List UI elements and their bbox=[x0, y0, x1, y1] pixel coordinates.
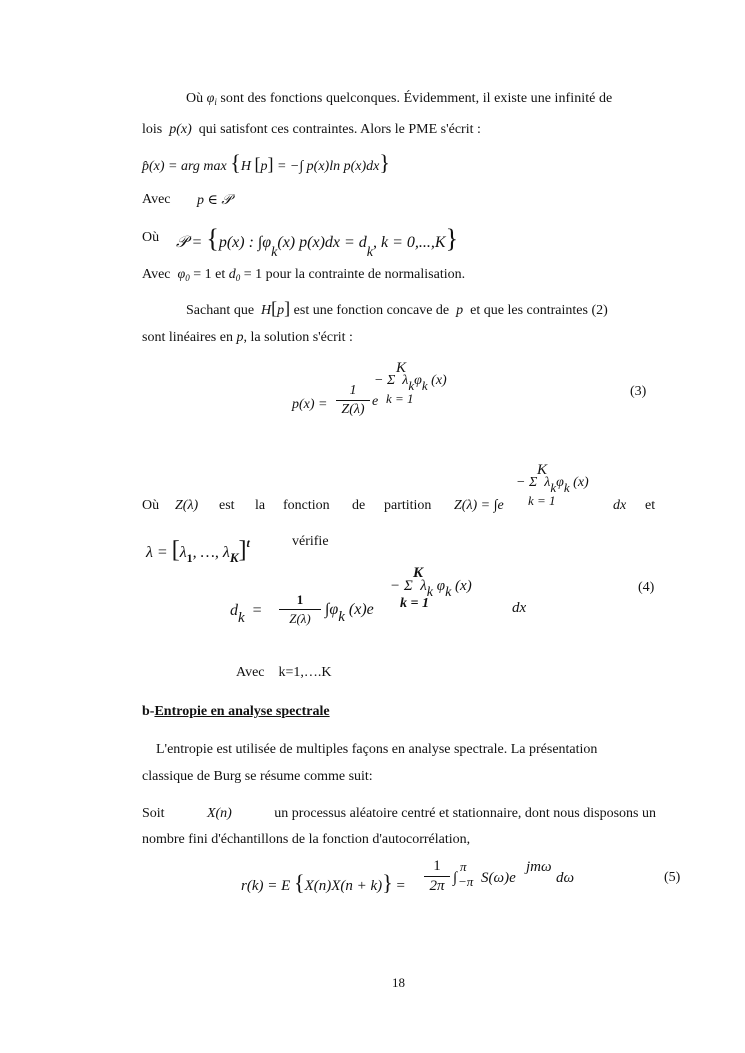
eq3-fraction bbox=[336, 383, 370, 418]
text-et: et bbox=[215, 267, 226, 282]
eq5-body: X(n)X(n + k) bbox=[304, 878, 383, 894]
text-contraintes: et que les contraintes (2) bbox=[470, 303, 608, 318]
phi0-rhs: = 1 bbox=[193, 267, 212, 282]
paragraph-line: L'entropie est utilisée de multiples façons en analyse spectrale. La présentation bbox=[156, 742, 598, 757]
subscript-k: k bbox=[550, 480, 557, 495]
section-heading bbox=[142, 704, 330, 720]
equals: = bbox=[396, 878, 405, 894]
eq3-lhs: p(x) = bbox=[292, 397, 328, 412]
section-prefix: b- bbox=[142, 704, 155, 719]
eq5-S: S(ω)e bbox=[481, 870, 516, 886]
denominator: Z(λ) bbox=[341, 402, 365, 417]
fraction-bar bbox=[336, 400, 370, 401]
P-def-mid: (x) p(x)dx = d bbox=[277, 234, 367, 251]
text-avec: Avec bbox=[142, 267, 171, 282]
dx: dx bbox=[613, 498, 627, 513]
paragraph-line bbox=[142, 122, 481, 138]
p-symbol: p bbox=[277, 303, 285, 318]
fraction-bar bbox=[279, 609, 321, 610]
text-fonctions: sont des fonctions quelconques. Évidemment, il existe une infinité de bbox=[220, 91, 613, 106]
text-avec: Avec bbox=[142, 192, 171, 207]
right-brace: } bbox=[445, 224, 459, 253]
text-lois: lois bbox=[142, 122, 163, 137]
text-satisfont: qui satisfont ces contraintes. Alors le PME s'écrit : bbox=[198, 122, 481, 137]
lambda-vector bbox=[146, 536, 250, 566]
right-brace: } bbox=[382, 870, 393, 895]
subscript-k: k bbox=[563, 480, 570, 495]
numerator: 1 bbox=[349, 383, 357, 398]
left-brace: { bbox=[294, 870, 305, 895]
p-in-P: p ∈ 𝒫 bbox=[197, 193, 232, 208]
text-est: est bbox=[219, 498, 235, 513]
phi: φ bbox=[414, 373, 422, 388]
lambda-mid: , …, λ bbox=[192, 544, 230, 561]
eq5-upper-limit: π bbox=[460, 859, 467, 874]
x-arg: (x) bbox=[431, 373, 447, 388]
lineaires-line bbox=[142, 330, 353, 346]
right-bracket: ] bbox=[267, 154, 274, 174]
text-partition: partition bbox=[384, 498, 432, 513]
P-definition bbox=[176, 224, 458, 261]
x-e: (x)e bbox=[348, 601, 374, 618]
d0-rhs: = 1 bbox=[243, 267, 263, 282]
numerator: 1 bbox=[433, 858, 441, 874]
text-soit: Soit bbox=[142, 806, 165, 821]
left-bracket: [ bbox=[171, 537, 180, 563]
subscript-k: k bbox=[366, 245, 374, 260]
paragraph-line bbox=[142, 806, 656, 822]
eq3-exp-K: K bbox=[396, 360, 407, 376]
text-verifie: vérifie bbox=[292, 534, 329, 549]
eq3-e: e bbox=[372, 394, 379, 409]
page-number: 18 bbox=[392, 975, 405, 990]
d0: $d_0$ bbox=[228, 267, 241, 283]
p-of-x: p(x) bbox=[169, 122, 192, 137]
eq4-exp-K: K bbox=[413, 565, 424, 581]
text-fonction: fonction bbox=[283, 498, 330, 513]
pme-equation bbox=[142, 150, 390, 176]
phi0: $\varphi_0$ bbox=[177, 267, 190, 283]
P-def-body: p(x) : ∫φ bbox=[218, 234, 272, 251]
lambda-lhs: λ = bbox=[146, 544, 168, 561]
text-de: de bbox=[352, 498, 366, 513]
P-def-tail: , k = 0,...,K bbox=[373, 234, 446, 251]
text-normalisation: pour la contrainte de normalisation. bbox=[265, 267, 466, 282]
text-solution: , la solution s'écrit : bbox=[243, 330, 353, 345]
text-processus: un processus aléatoire centré et stationnaire, dont nous disposons un bbox=[274, 806, 656, 821]
subscript-K: K bbox=[229, 550, 239, 565]
phi: φ bbox=[436, 578, 446, 594]
text-concave: est une fonction concave de bbox=[293, 303, 450, 318]
eq4-dx: dx bbox=[512, 600, 527, 616]
eq5-integral: ∫ bbox=[453, 870, 458, 886]
eq5-fraction bbox=[424, 858, 450, 895]
text-sachant: Sachant que bbox=[186, 303, 255, 318]
section-title: Entropie en analyse spectrale bbox=[154, 704, 330, 719]
Z-lambda: Z(λ) bbox=[175, 498, 199, 513]
left-bracket: [ bbox=[271, 298, 278, 318]
subscript-1: 1 bbox=[186, 551, 193, 565]
pme-rhs: = −∫ p(x)ln p(x)dx bbox=[276, 159, 380, 174]
eq4-k-eq-1: k = 1 bbox=[400, 596, 429, 611]
paragraph-line: classique de Burg se résume comme suit: bbox=[142, 769, 373, 784]
Z-definition: Z(λ) = ∫e bbox=[454, 498, 504, 513]
eq4-fraction bbox=[279, 592, 321, 627]
equals: = bbox=[252, 602, 262, 619]
p-symbol: p bbox=[236, 330, 244, 345]
X-of-n: X(n) bbox=[206, 806, 232, 821]
text-ou: Où bbox=[186, 91, 204, 106]
subscript-k: k bbox=[445, 585, 452, 600]
lambda: λ bbox=[420, 578, 427, 594]
phi-i-symbol: $\varphi_i$ bbox=[206, 91, 217, 107]
eq5-lower-limit: −π bbox=[458, 874, 474, 889]
x-arg: (x) bbox=[573, 475, 589, 490]
right-bracket: ] bbox=[238, 537, 247, 563]
subscript-k: k bbox=[408, 378, 415, 393]
subscript-k: k bbox=[426, 585, 434, 600]
paragraph-line: nombre fini d'échantillons de la fonction d'autocorrélation, bbox=[142, 832, 471, 847]
text-ou-2: Où bbox=[142, 230, 160, 245]
minus-sum: − Σ bbox=[516, 475, 538, 490]
denominator: 2π bbox=[429, 878, 445, 894]
lambda: λ bbox=[544, 475, 551, 490]
subscript-k: k bbox=[338, 609, 345, 625]
eq3-k-eq-1: k = 1 bbox=[386, 391, 414, 406]
minus-sum: − Σ bbox=[374, 373, 396, 388]
eq5-number: (5) bbox=[664, 870, 681, 885]
P-def-lhs: 𝒫 = bbox=[176, 234, 203, 251]
x-arg: (x) bbox=[455, 578, 472, 594]
phi: φ bbox=[556, 475, 564, 490]
minus-sum: − Σ bbox=[390, 578, 413, 594]
text-et: et bbox=[645, 498, 656, 513]
normalisation-line bbox=[142, 267, 465, 283]
H-symbol: H bbox=[261, 303, 272, 318]
eq4-lhs bbox=[230, 602, 262, 627]
text-lineaires: sont linéaires en bbox=[142, 330, 233, 345]
left-bracket: [ bbox=[254, 154, 261, 174]
lambda: λ bbox=[179, 544, 187, 561]
text-la: la bbox=[255, 498, 266, 513]
Z-k-eq-1: k = 1 bbox=[528, 493, 556, 508]
avec-line bbox=[142, 192, 171, 208]
subscript-k: k bbox=[271, 245, 278, 260]
pme-p: p bbox=[260, 159, 268, 174]
lambda: λ bbox=[402, 373, 409, 388]
eq5-exp: jmω bbox=[526, 859, 552, 875]
fraction-bar bbox=[424, 876, 450, 877]
numerator: 1 bbox=[296, 592, 304, 607]
superscript-t: t bbox=[246, 536, 250, 550]
left-brace: { bbox=[230, 150, 241, 175]
d-symbol: d bbox=[230, 602, 238, 619]
pme-H: H bbox=[240, 159, 251, 174]
eq5-domega: dω bbox=[556, 870, 575, 886]
subscript-k: k bbox=[238, 610, 245, 626]
eq4-integral bbox=[325, 601, 374, 626]
eq5-lhs bbox=[241, 870, 405, 896]
Z-exp-K: K bbox=[537, 462, 548, 478]
pme-lhs: p̂(x) = arg max bbox=[142, 159, 227, 174]
eq5-r-k: r(k) = E bbox=[241, 878, 291, 894]
sachant-line bbox=[186, 298, 608, 319]
p-symbol: p bbox=[456, 303, 464, 318]
paragraph-line bbox=[186, 91, 612, 107]
eq4-number: (4) bbox=[638, 580, 655, 595]
eq3-number: (3) bbox=[630, 384, 647, 399]
right-brace: } bbox=[379, 150, 390, 175]
right-bracket: ] bbox=[284, 298, 291, 318]
text-avec-k: Avec k=1,….K bbox=[236, 665, 332, 680]
denominator: Z(λ) bbox=[289, 611, 311, 626]
left-brace: { bbox=[206, 224, 219, 253]
subscript-k: k bbox=[421, 378, 428, 393]
integral-phi: ∫φ bbox=[325, 601, 339, 618]
text-ou-3: Où bbox=[142, 498, 160, 513]
